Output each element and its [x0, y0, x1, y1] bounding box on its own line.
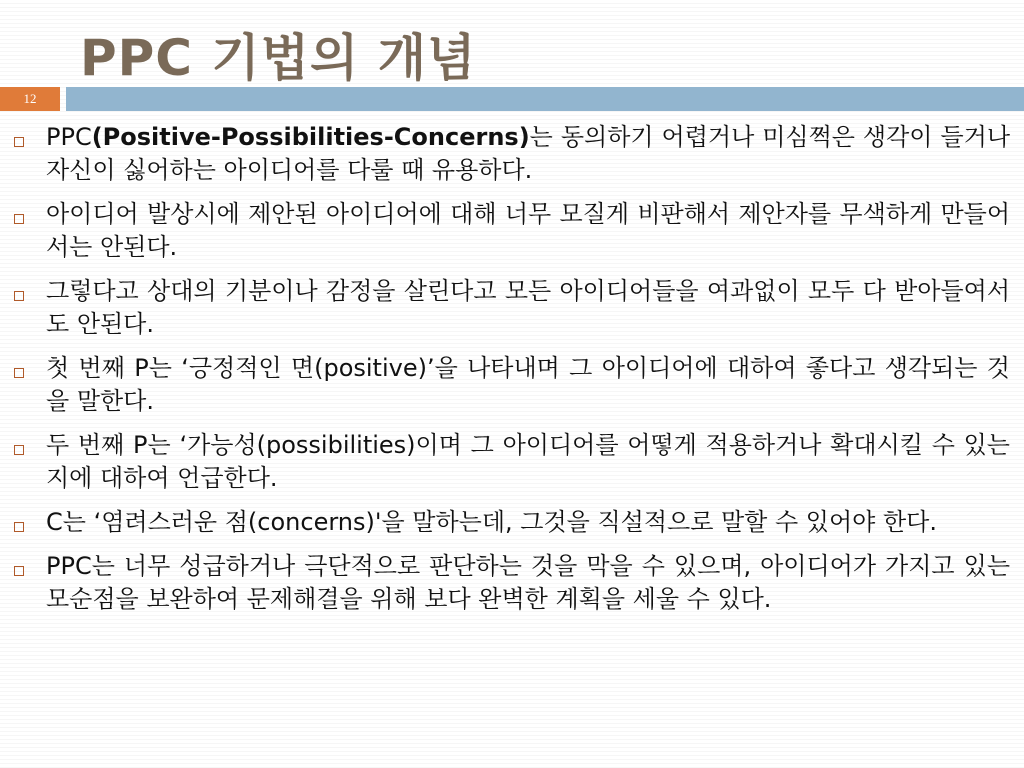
- list-item: [14, 506, 1010, 539]
- bullet-text: 그렇다고 상대의 기분이나 감정을 살린다고 모든 아이디어들을 여과없이 모두 다 받아들여서도 안된다.: [46, 277, 1010, 338]
- list-item: [14, 198, 1010, 264]
- bullet-text: 아이디어 발상시에 제안된 아이디어에 대해 너무 모질게 비판해서 제안자를 무색하게 만들어서는 안된다.: [46, 200, 1010, 261]
- square-bullet-icon: [14, 291, 24, 301]
- bullet-text: PPC(Positive-Possibilities-Concerns)는 동의하기 어렵거나 미심쩍은 생각이 들거나 자신이 싫어하는 아이디어를 다룰 때 유용하다.: [46, 123, 1010, 184]
- square-bullet-icon: [14, 522, 24, 532]
- slide-number: 12: [23, 91, 37, 106]
- bullet-text: PPC는 너무 성급하거나 극단적으로 판단하는 것을 막을 수 있으며, 아이디어가 가지고 있는 모순점을 보완하여 문제해결을 위해 보다 완벽한 계획을 세울 수 있다.: [46, 552, 1011, 613]
- slide-number-badge: [0, 87, 60, 111]
- bullet-text: C는 ‘염려스러운 점(concerns)'을 말하는데, 그것을 직설적으로 말할 수 있어야 한다.: [46, 508, 937, 536]
- bullet-text: 두 번째 P는 ‘가능성(possibilities)이며 그 아이디어를 어떻게 적용하거나 확대시킬 수 있는지에 대하여 언급한다.: [46, 431, 1010, 492]
- list-item: [14, 550, 1010, 616]
- square-bullet-icon: [14, 445, 24, 455]
- square-bullet-icon: [14, 368, 24, 378]
- square-bullet-icon: [14, 137, 24, 147]
- square-bullet-icon: [14, 214, 24, 224]
- list-item: [14, 352, 1010, 418]
- list-item: [14, 121, 1010, 187]
- header-bar: [66, 87, 1024, 111]
- list-item: [14, 275, 1010, 341]
- slide-title: PPC 기법의 개념: [80, 29, 477, 87]
- bullet-list: [14, 121, 1010, 627]
- list-item: [14, 429, 1010, 495]
- bullet-text: 첫 번째 P는 ‘긍정적인 면(positive)’을 나타내며 그 아이디어에 대하여 좋다고 생각되는 것을 말한다.: [46, 354, 1010, 415]
- square-bullet-icon: [14, 566, 24, 576]
